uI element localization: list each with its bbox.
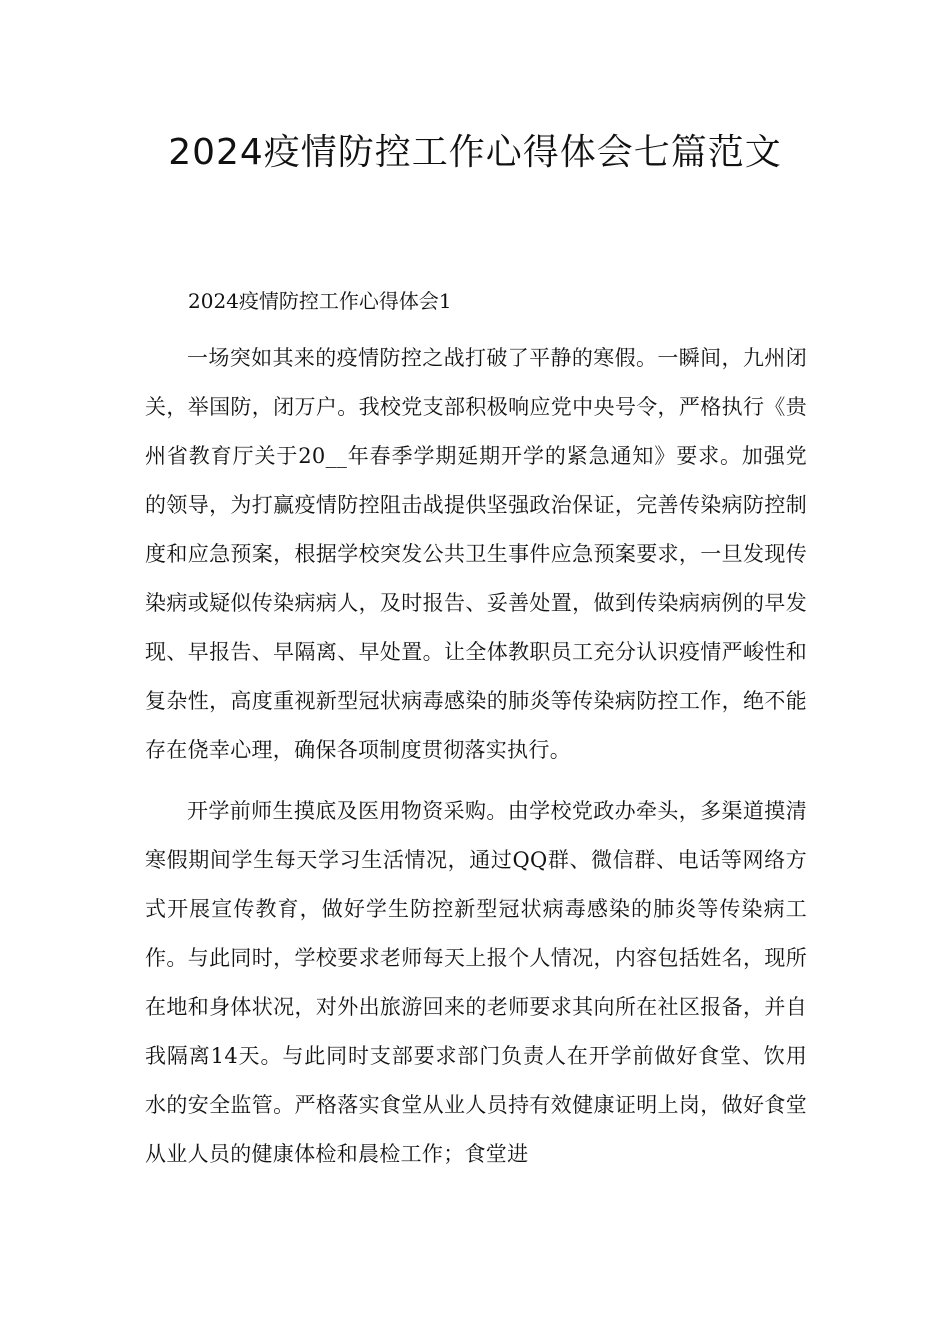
paragraph-2: 开学前师生摸底及医用物资采购。由学校党政办牵头，多渠道摸清寒假期间学生每天学习生活情况，通过QQ群、微信群、电话等网络方式开展宣传教育，做好学生防控新型冠状病毒感染的肺炎等传染病工作。与此同时，学校要求老师每天上报个人情况，内容包括姓名，现所在地和身体状况，对外出旅游回来的老师要求其向所在社区报备，并自我隔离14天。与此同时支部要求部门负责人在开学前做好食堂、饮用水的安全监管。严格落实食堂从业人员持有效健康证明上岗，做好食堂从业人员的健康体检和晨检工作；食堂进: [145, 799, 807, 1166]
document-body: [145, 284, 807, 1179]
section-heading: 2024疫情防控工作心得体会1: [188, 289, 452, 313]
document-title: 2024疫情防控工作心得体会七篇范文: [168, 132, 782, 173]
paragraph-1: 一场突如其来的疫情防控之战打破了平静的寒假。一瞬间，九州闭关，举国防，闭万户。我校党支部积极响应党中央号令，严格执行《贵州省教育厅关于20__年春季学期延期开学的紧急通知》要求。加强党的领导，为打赢疫情防控阻击战提供坚强政治保证，完善传染病防控制度和应急预案，根据学校突发公共卫生事件应急预案要求，一旦发现传染病或疑似传染病病人，及时报告、妥善处置，做到传染病病例的早发现、早报告、早隔离、早处置。让全体教职员工充分认识疫情严峻性和复杂性，高度重视新型冠状病毒感染的肺炎等传染病防控工作，绝不能存在侥幸心理，确保各项制度贯彻落实执行。: [145, 346, 807, 762]
